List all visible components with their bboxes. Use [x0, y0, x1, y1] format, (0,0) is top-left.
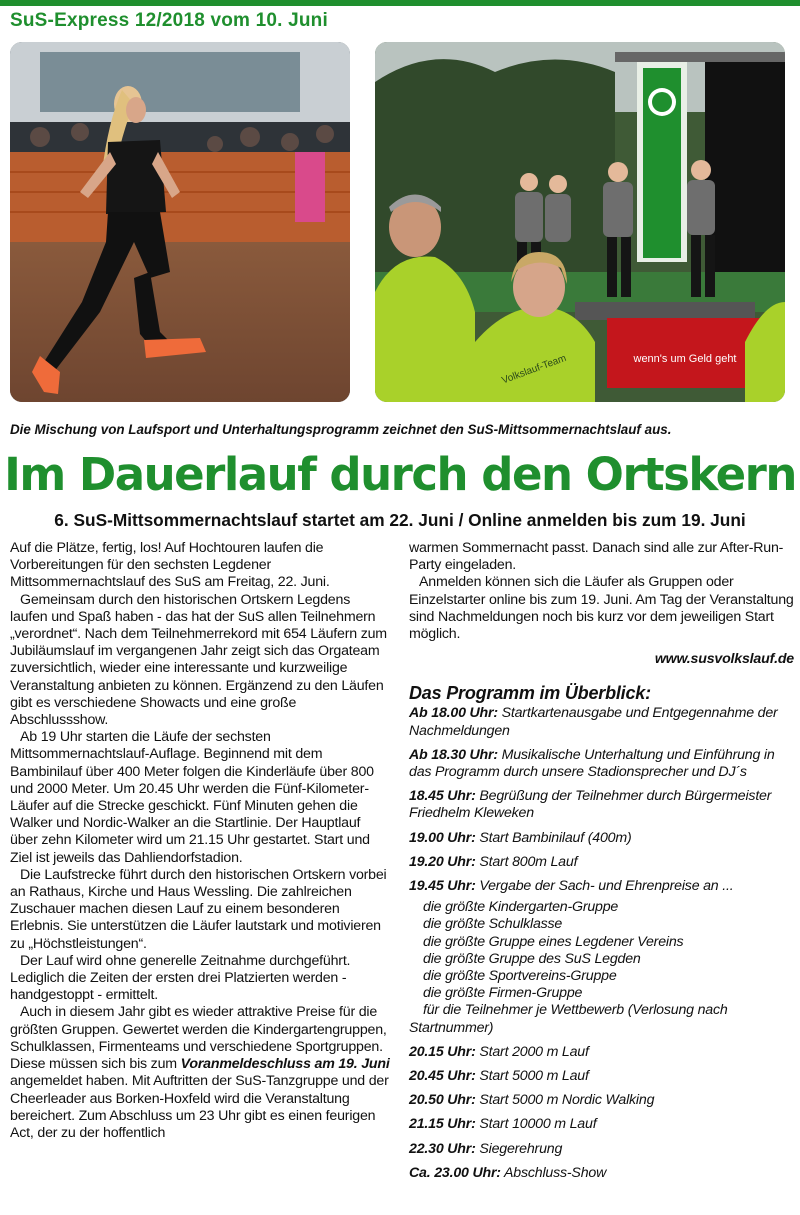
photo-caption: Die Mischung von Laufsport und Unterhaltungsprogramm zeichnet den SuS-Mittsommernachtslauf aus.: [10, 422, 672, 437]
photo-stage-show: [375, 42, 785, 402]
paragraph: Anmelden können sich die Läufer als Gruppen oder Einzelstarter online bis zum 19. Juni. Am Tag der Veranstaltung sind Nachmeldungen noch bis kurz vor dem jeweiligen Start möglich.: [409, 574, 794, 643]
prize-category: die größte Schulklasse: [423, 916, 563, 933]
program-item: 19.45 Uhr: Vergabe der Sach- und Ehrenpreise an ...: [409, 878, 734, 895]
prize-category: die größte Kindergarten-Gruppe: [423, 899, 619, 916]
masthead: SuS-Express 12/2018 vom 10. Juni: [10, 10, 328, 31]
paragraph: Ab 19 Uhr starten die Läufe der sechsten Mittsommernachtslauf-Auflage. Beginnend mit dem Bambinilauf über 400 Meter folgen die Kinderläufe über 800 und 2000 Meter. Um 20.45 Uhr werden die Fünf-Kilometer-Läufer auf die Strecke geschickt. Fünf Minuten gehen die Walker und Nordic-Walker an die Startlinie. Der Hauptlauf über zehn Kilometer wird um 21.15 Uhr gestartet. Start und Ziel ist jeweils das Dahliendorfstadion.: [10, 729, 374, 866]
prize-category: die größte Firmen-Gruppe: [423, 985, 583, 1002]
article-column-right: [409, 540, 794, 1182]
paragraph-text: angemeldet haben. Mit Auftritten der SuS-Tanzgruppe und der Cheerleader aus Borken-Hoxfeld wird die Veranstaltung bereichert. Zum Abschluss um 23 Uhr gibt es einen feurigen Act, der zu der hoffentlich: [10, 1073, 389, 1141]
headline: Im Dauerlauf durch den Ortskern: [4, 448, 796, 501]
program-title: Das Programm im Überblick:: [409, 683, 651, 704]
paragraph: Auf die Plätze, fertig, los! Auf Hochtouren laufen die Vorbereitungen für den sechsten Legdener Mittsommernachtslauf des SuS am Freitag, 22. Juni.: [10, 540, 330, 591]
program-item: 20.45 Uhr: Start 5000 m Lauf: [409, 1068, 589, 1085]
program-item: 18.45 Uhr: Begrüßung der Teilnehmer durch Bürgermeister Friedhelm Kleweken: [409, 788, 772, 822]
program-item: 19.00 Uhr: Start Bambinilauf (400m): [409, 829, 632, 846]
program-list: [409, 705, 794, 1182]
program-item: Ca. 23.00 Uhr: Abschluss-Show: [409, 1164, 607, 1181]
svg-text:Volkslauf-Team: Volkslauf-Team: [500, 352, 568, 387]
paragraph: Die Laufstrecke führt durch den historischen Ortskern vorbei an Rathaus, Kirche und Haus Wessling. Die zahlreichen Zuschauer machen diesen Lauf zu einem besonderen Erlebnis. Sie unterstützen die Läufer lautstark und motivieren zu „Höchstleistungen“.: [10, 866, 387, 952]
program-item: Ab 18.00 Uhr: Startkartenausgabe und Entgegennahme der Nachmeldungen: [409, 705, 778, 739]
svg-text:wenn's um Geld geht: wenn's um Geld geht: [633, 353, 737, 365]
paragraph: Der Lauf wird ohne generelle Zeitnahme durchgeführt. Lediglich die Zeiten der ersten drei Platzierten werden - handgestoppt - ermittelt.: [10, 952, 351, 1004]
subheadline: 6. SuS-Mittsommernachtslauf startet am 22. Juni / Online anmelden bis zum 19. Juni: [54, 510, 746, 530]
prize-category: für die Teilnehmer je Wettbewerb (Verlosung nach Startnummer): [409, 1002, 728, 1036]
program-item: 22.30 Uhr: Siegerehrung: [409, 1140, 563, 1157]
photo-runner: [10, 42, 350, 402]
program-item: 20.50 Uhr: Start 5000 m Nordic Walking: [409, 1092, 655, 1109]
deadline-highlight: Voranmeldeschluss am 19. Juni: [180, 1056, 390, 1073]
paragraph: Gemeinsam durch den historischen Ortskern Legdens laufen und Spaß haben - das hat der SuS allen Teilnehmern „verordnet“. Nach dem Teilnehmerrekord mit 654 Läufern zum Jubiläumslauf im vergangenen Jahr zeigt sich das Orgateam zuversichtlich, wieder eine interessante und kurzweilige Veranstaltung anbieten zu können. Ergänzend zu den Läufen gibt es verschiedene Showacts und eine große Abschlussshow.: [10, 591, 387, 729]
program-item: Ab 18.30 Uhr: Musikalische Unterhaltung und Einführung in das Programm durch unsere Stadionsprecher und DJ´s: [409, 746, 775, 781]
top-green-bar: [0, 0, 800, 6]
prize-category: die größte Gruppe eines Legdener Vereins: [423, 933, 684, 950]
program-item: 20.15 Uhr: Start 2000 m Lauf: [409, 1043, 589, 1060]
program-item: 21.15 Uhr: Start 10000 m Lauf: [409, 1116, 597, 1133]
program-item: 19.20 Uhr: Start 800m Lauf: [409, 853, 578, 870]
article-column-left: [10, 540, 390, 1142]
prize-category-list: [409, 899, 794, 1037]
paragraph-text: Auch in diesem Jahr gibt es wieder attraktive Preise für die größten Gruppen. Gewertet werden die Kindergartengruppen, Schulklassen, Firmenteams und verschiedene Sportgruppen. Diese müssen sich bis zum: [10, 1004, 387, 1073]
prize-category: die größte Sportvereins-Gruppe: [423, 968, 617, 985]
prize-category: die größte Gruppe des SuS Legden: [423, 950, 641, 967]
paragraph: [10, 1004, 390, 1142]
website-link[interactable]: www.susvolkslauf.de: [654, 651, 794, 668]
paragraph: warmen Sommernacht passt. Danach sind alle zur After-Run-Party eingeladen.: [409, 540, 784, 574]
